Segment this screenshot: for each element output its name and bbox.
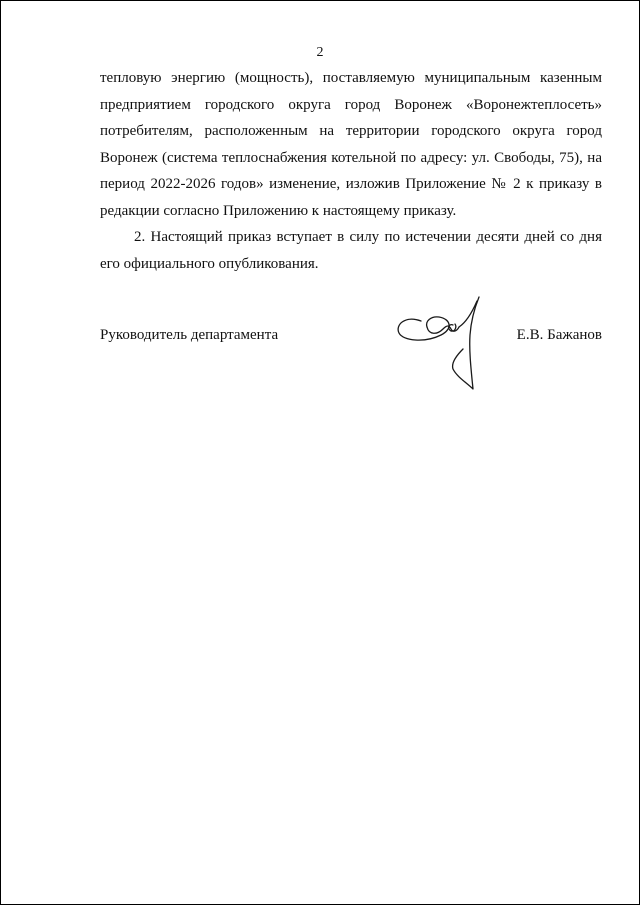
text-line: предприятием городского округа город Воронеж «Воронежтеплосеть»: [100, 96, 602, 113]
paragraph-item-2: [100, 224, 602, 277]
text-line: его официального опубликования.: [100, 255, 319, 272]
text-line: Воронеж (система теплоснабжения котельной по адресу: ул. Свободы, 75), на: [100, 149, 602, 166]
signer-title: Руководитель департамента: [100, 327, 279, 343]
document-body: [100, 65, 602, 277]
text-line: редакции согласно Приложению к настоящему приказу.: [100, 202, 457, 219]
text-line: тепловую энергию (мощность), поставляемую муниципальным казенным: [100, 70, 602, 86]
text-line: 2. Настоящий приказ вступает в силу по истечении десяти дней со дня: [134, 229, 602, 245]
paragraph-continuation: [100, 65, 602, 224]
signer-name: Е.В. Бажанов: [516, 327, 602, 343]
page-number: 2: [316, 45, 324, 60]
text-line: период 2022-2026 годов» изменение, изложив Приложение № 2 к приказу в: [100, 176, 602, 192]
text-line: потребителям, расположенным на территории городского округа город: [100, 123, 602, 139]
handwritten-signature: [391, 291, 501, 401]
